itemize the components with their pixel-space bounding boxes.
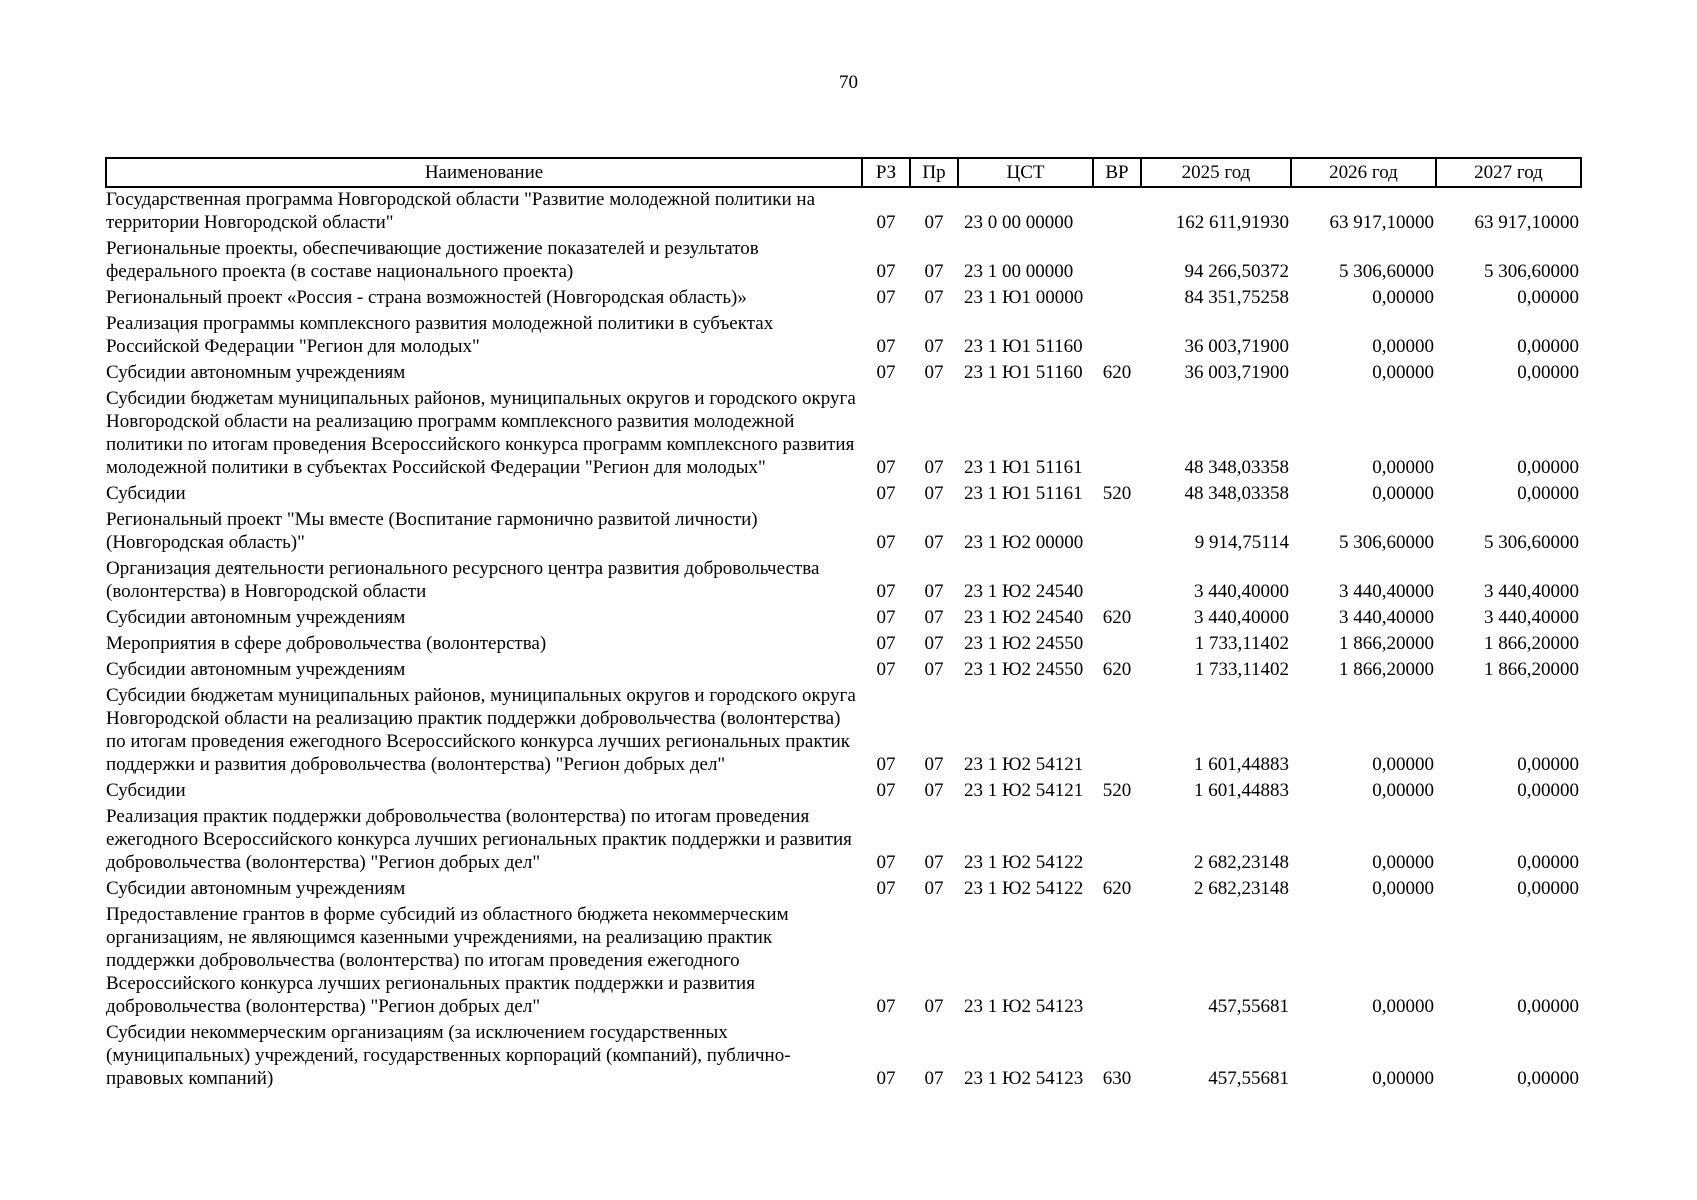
row-amount-2027: 0,00000 (1517, 780, 1579, 801)
table-row (106, 508, 1581, 557)
row-cst: 23 1 Ю1 51160 (964, 362, 1083, 383)
row-amount-2027: 63 917,10000 (1474, 212, 1579, 233)
row-pr: 07 (924, 212, 944, 233)
row-pr: 07 (924, 852, 944, 873)
row-name: Субсидии (106, 483, 186, 504)
row-rz: 07 (876, 212, 896, 233)
row-amount-2026: 0,00000 (1372, 483, 1434, 504)
table-row (106, 779, 1581, 805)
row-rz: 07 (876, 780, 896, 801)
row-amount-2025: 1 733,11402 (1194, 659, 1289, 680)
table-row (106, 805, 1581, 877)
table-row (106, 1021, 1581, 1093)
row-amount-2025: 457,55681 (1208, 996, 1289, 1017)
row-amount-2026: 0,00000 (1372, 780, 1434, 801)
row-pr: 07 (924, 483, 944, 504)
table-row (106, 557, 1581, 606)
table-row (106, 237, 1581, 286)
row-pr: 07 (924, 287, 944, 308)
row-vr (1093, 903, 1141, 1021)
row-cst: 23 1 00 00000 (964, 261, 1074, 282)
row-vr: 620 (1102, 362, 1132, 383)
row-cst: 23 1 Ю2 54121 (964, 754, 1084, 775)
table-row (106, 361, 1581, 387)
row-cst: 23 1 Ю1 51161 (964, 457, 1083, 478)
row-vr (1093, 632, 1141, 658)
table-body (106, 187, 1581, 1093)
row-pr: 07 (924, 261, 944, 282)
row-name: Государственная программа Новгородской области "Развитие молодежной политики на территории Новгородской области" (106, 189, 816, 233)
row-name: Субсидии автономным учреждениям (106, 659, 406, 680)
row-amount-2026: 0,00000 (1372, 336, 1434, 357)
row-vr (1093, 237, 1141, 286)
row-amount-2027: 0,00000 (1517, 996, 1579, 1017)
row-name: Субсидии бюджетам муниципальных районов, муниципальных округов и городского округа Новгородской области на реализацию программ комплексного развития молодежной политики по итогам проведения Всероссийского конкурса программ комплексного развития молодежной политики в субъектах Российской Федерации "Регион для молодых" (106, 388, 856, 478)
row-vr (1093, 684, 1141, 779)
row-rz: 07 (876, 1068, 896, 1089)
row-amount-2027: 0,00000 (1517, 457, 1579, 478)
row-amount-2026: 3 440,40000 (1339, 607, 1434, 628)
row-name: Региональный проект "Мы вместе (Воспитание гармонично развитой личности) (Новгородская область)" (106, 509, 758, 553)
row-amount-2025: 3 440,40000 (1194, 607, 1289, 628)
row-amount-2026: 1 866,20000 (1339, 659, 1434, 680)
row-cst: 23 1 Ю2 54123 (964, 996, 1084, 1017)
row-amount-2026: 0,00000 (1372, 287, 1434, 308)
row-amount-2025: 48 348,03358 (1184, 457, 1289, 478)
row-rz: 07 (876, 362, 896, 383)
table-row (106, 312, 1581, 361)
row-rz: 07 (876, 336, 896, 357)
row-pr: 07 (924, 532, 944, 553)
row-amount-2027: 0,00000 (1517, 483, 1579, 504)
row-name: Предоставление грантов в форме субсидий из областного бюджета некоммерческим организациям, не являющимся казенными учреждениями, на реализацию практик поддержки добровольчества (волонтерства) по итогам проведения ежегодного Всероссийского конкурса лучших региональных практик поддержки и развития добровольчества (волонтерства) "Регион добрых дел" (106, 904, 789, 1017)
row-rz: 07 (876, 878, 896, 899)
row-rz: 07 (876, 659, 896, 680)
row-pr: 07 (924, 996, 944, 1017)
row-amount-2025: 84 351,75258 (1184, 287, 1289, 308)
row-rz: 07 (876, 754, 896, 775)
row-amount-2027: 0,00000 (1517, 1068, 1579, 1089)
row-name: Субсидии (106, 780, 186, 801)
row-amount-2027: 0,00000 (1517, 852, 1579, 873)
row-amount-2027: 0,00000 (1517, 362, 1579, 383)
row-amount-2026: 0,00000 (1372, 754, 1434, 775)
row-pr: 07 (924, 780, 944, 801)
row-rz: 07 (876, 852, 896, 873)
table-row (106, 482, 1581, 508)
row-vr: 620 (1102, 659, 1132, 680)
row-pr: 07 (924, 457, 944, 478)
row-rz: 07 (876, 287, 896, 308)
row-amount-2026: 0,00000 (1372, 362, 1434, 383)
header-cst: ЦСТ (958, 158, 1093, 187)
header-2026: 2026 год (1291, 158, 1436, 187)
row-cst: 23 1 Ю1 51160 (964, 336, 1083, 357)
row-amount-2025: 1 601,44883 (1194, 754, 1289, 775)
row-name: Реализация практик поддержки добровольчества (волонтерства) по итогам проведения ежегодного Всероссийского конкурса лучших региональных практик поддержки и развития добровольчества (волонтерства) "Регион добрых дел" (106, 806, 852, 873)
row-amount-2027: 5 306,60000 (1484, 532, 1579, 553)
row-vr (1093, 387, 1141, 482)
row-amount-2026: 5 306,60000 (1339, 261, 1434, 282)
table-header (106, 158, 1581, 187)
row-pr: 07 (924, 659, 944, 680)
row-amount-2027: 5 306,60000 (1484, 261, 1579, 282)
row-cst: 23 1 Ю2 54123 (964, 1068, 1084, 1089)
row-vr (1093, 557, 1141, 606)
row-vr (1093, 312, 1141, 361)
header-rz: РЗ (862, 158, 910, 187)
row-cst: 23 1 Ю1 51161 (964, 483, 1083, 504)
row-pr: 07 (924, 607, 944, 628)
row-amount-2025: 1 601,44883 (1194, 780, 1289, 801)
page-number: 70 (839, 72, 858, 93)
row-cst: 23 1 Ю2 54122 (964, 852, 1084, 873)
table-row (106, 387, 1581, 482)
row-amount-2026: 0,00000 (1372, 996, 1434, 1017)
row-name: Реализация программы комплексного развития молодежной политики в субъектах Российской Федерации "Регион для молодых" (106, 313, 774, 357)
row-amount-2025: 48 348,03358 (1184, 483, 1289, 504)
row-pr: 07 (924, 754, 944, 775)
row-cst: 23 1 Ю2 54121 (964, 780, 1084, 801)
table-row (106, 632, 1581, 658)
table-row (106, 658, 1581, 684)
row-name: Субсидии автономным учреждениям (106, 362, 406, 383)
row-amount-2026: 0,00000 (1372, 457, 1434, 478)
row-name: Субсидии некоммерческим организациям (за исключением государственных (муниципальных) учреждений, государственных корпораций (компаний), публично-правовых компаний) (106, 1022, 791, 1089)
row-name: Субсидии бюджетам муниципальных районов, муниципальных округов и городского округа Новгородской области на реализацию практик поддержки добровольчества (волонтерства) по итогам проведения ежегодного Всероссийского конкурса лучших региональных практик поддержки и развития добровольчества (волонтерства) "Регион добрых дел" (106, 685, 856, 775)
row-vr: 630 (1102, 1068, 1132, 1089)
table-row (106, 684, 1581, 779)
row-amount-2025: 3 440,40000 (1194, 581, 1289, 602)
row-amount-2025: 94 266,50372 (1184, 261, 1289, 282)
table-row (106, 286, 1581, 312)
row-amount-2027: 1 866,20000 (1484, 633, 1579, 654)
row-amount-2026: 5 306,60000 (1339, 532, 1434, 553)
row-name: Организация деятельности регионального ресурсного центра развития добровольчества (волонтерства) в Новгородской области (106, 558, 820, 602)
row-pr: 07 (924, 633, 944, 654)
row-pr: 07 (924, 1068, 944, 1089)
row-cst: 23 1 Ю2 24540 (964, 607, 1084, 628)
row-amount-2026: 1 866,20000 (1339, 633, 1434, 654)
row-pr: 07 (924, 362, 944, 383)
row-rz: 07 (876, 607, 896, 628)
row-name: Субсидии автономным учреждениям (106, 607, 406, 628)
row-amount-2027: 1 866,20000 (1484, 659, 1579, 680)
row-amount-2026: 0,00000 (1372, 1068, 1434, 1089)
row-name: Мероприятия в сфере добровольчества (волонтерства) (106, 633, 547, 654)
header-vr: ВР (1093, 158, 1141, 187)
row-pr: 07 (924, 336, 944, 357)
row-vr (1093, 805, 1141, 877)
row-amount-2027: 3 440,40000 (1484, 581, 1579, 602)
row-amount-2027: 0,00000 (1517, 878, 1579, 899)
row-vr: 620 (1102, 878, 1132, 899)
header-2025: 2025 год (1141, 158, 1291, 187)
table-row (106, 903, 1581, 1021)
row-amount-2025: 457,55681 (1208, 1068, 1289, 1089)
row-cst: 23 1 Ю2 54122 (964, 878, 1084, 899)
header-pr: Пр (910, 158, 958, 187)
row-amount-2026: 63 917,10000 (1329, 212, 1434, 233)
row-amount-2025: 1 733,11402 (1194, 633, 1289, 654)
row-name: Субсидии автономным учреждениям (106, 878, 406, 899)
row-name: Региональные проекты, обеспечивающие достижение показателей и результатов федерального проекта (в составе национального проекта) (106, 238, 759, 282)
row-amount-2027: 0,00000 (1517, 336, 1579, 357)
row-rz: 07 (876, 483, 896, 504)
row-cst: 23 1 Ю2 24550 (964, 633, 1084, 654)
row-cst: 23 1 Ю1 00000 (964, 287, 1084, 308)
row-amount-2025: 2 682,23148 (1194, 878, 1289, 899)
header-2027: 2027 год (1436, 158, 1581, 187)
row-cst: 23 1 Ю2 00000 (964, 532, 1084, 553)
row-amount-2025: 9 914,75114 (1194, 532, 1289, 553)
row-vr: 520 (1102, 780, 1132, 801)
row-cst: 23 0 00 00000 (964, 212, 1074, 233)
row-rz: 07 (876, 581, 896, 602)
header-name: Наименование (106, 158, 862, 187)
row-amount-2026: 0,00000 (1372, 878, 1434, 899)
row-cst: 23 1 Ю2 24540 (964, 581, 1084, 602)
row-rz: 07 (876, 457, 896, 478)
table-row (106, 606, 1581, 632)
row-vr (1093, 508, 1141, 557)
row-rz: 07 (876, 996, 896, 1017)
row-pr: 07 (924, 878, 944, 899)
row-cst: 23 1 Ю2 24550 (964, 659, 1084, 680)
row-amount-2025: 36 003,71900 (1184, 362, 1289, 383)
row-amount-2027: 3 440,40000 (1484, 607, 1579, 628)
row-pr: 07 (924, 581, 944, 602)
row-vr (1093, 286, 1141, 312)
row-amount-2025: 2 682,23148 (1194, 852, 1289, 873)
row-vr: 520 (1102, 483, 1132, 504)
table-row (106, 187, 1581, 237)
row-vr: 620 (1102, 607, 1132, 628)
row-rz: 07 (876, 633, 896, 654)
row-amount-2025: 36 003,71900 (1184, 336, 1289, 357)
row-amount-2026: 0,00000 (1372, 852, 1434, 873)
row-amount-2027: 0,00000 (1517, 754, 1579, 775)
row-rz: 07 (876, 261, 896, 282)
table-row (106, 877, 1581, 903)
budget-table (105, 157, 1582, 1093)
row-amount-2026: 3 440,40000 (1339, 581, 1434, 602)
row-rz: 07 (876, 532, 896, 553)
row-amount-2027: 0,00000 (1517, 287, 1579, 308)
row-name: Региональный проект «Россия - страна возможностей (Новгородская область)» (106, 287, 747, 308)
row-amount-2025: 162 611,91930 (1175, 212, 1289, 233)
row-vr (1093, 187, 1141, 237)
